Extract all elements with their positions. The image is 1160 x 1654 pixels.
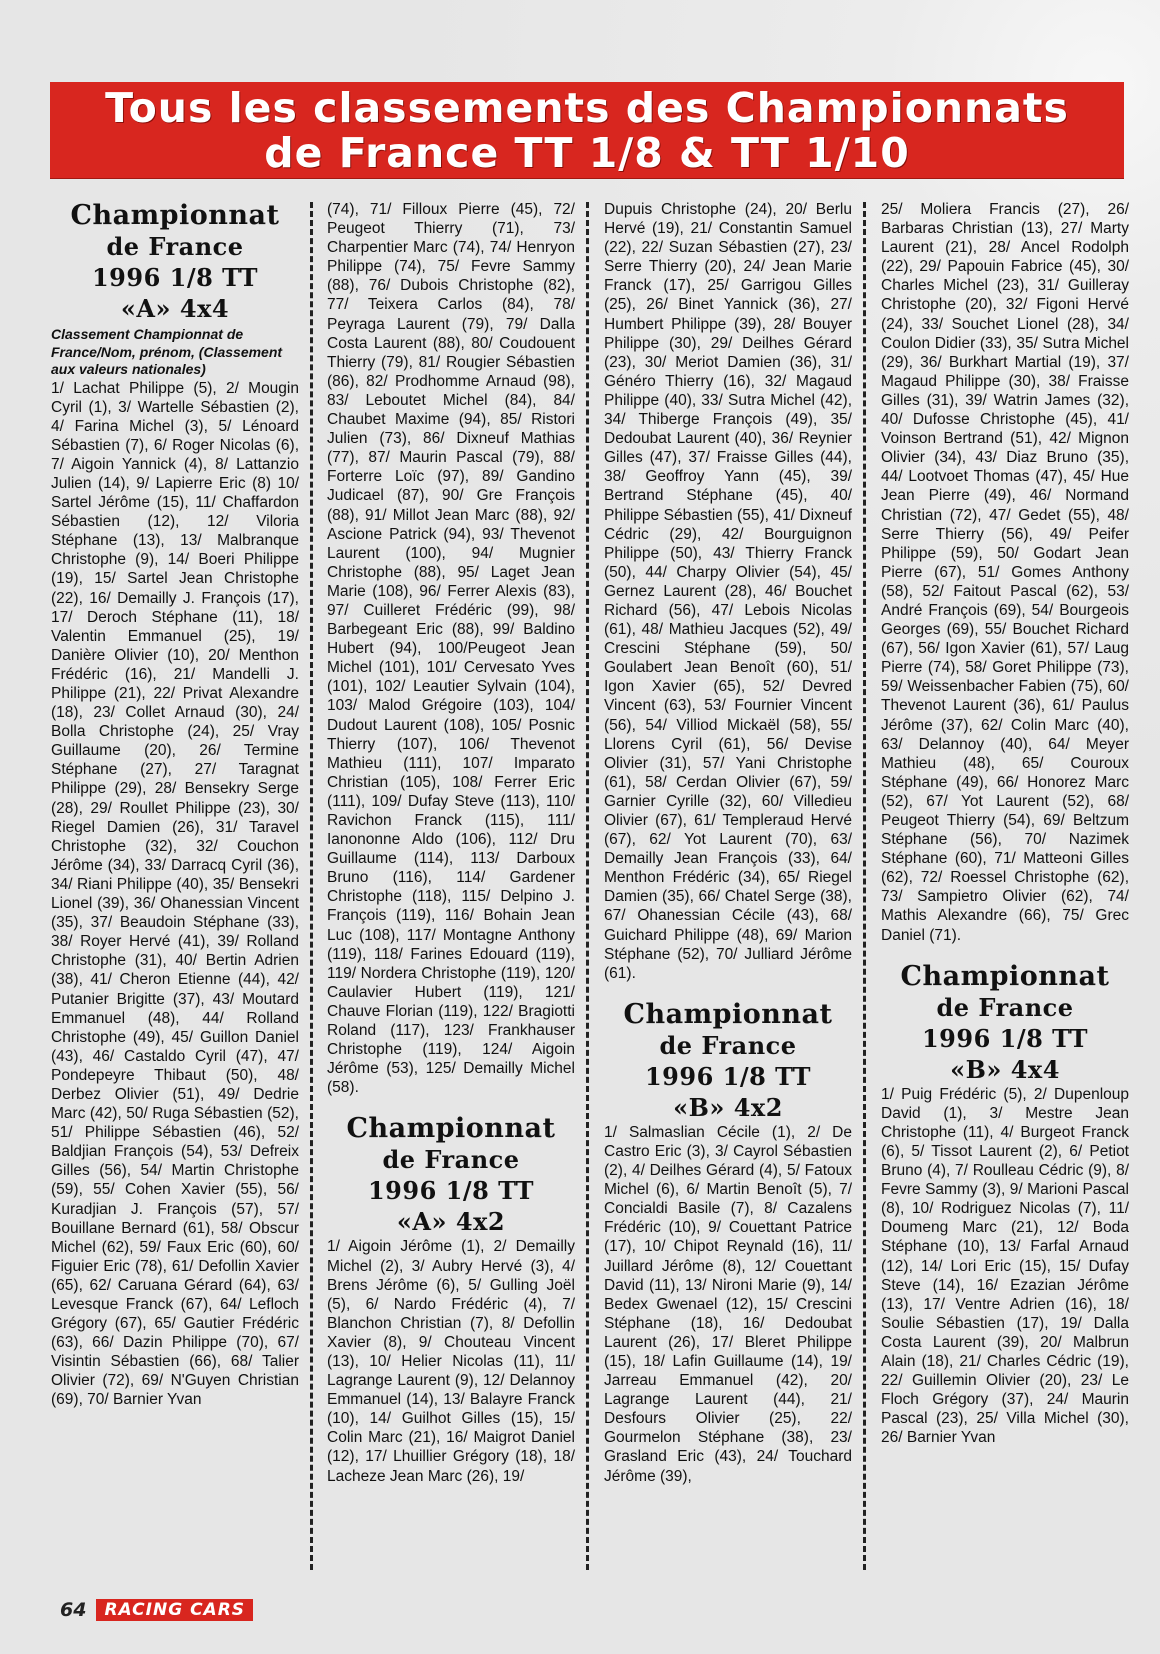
column-divider: [310, 202, 313, 1570]
heading-line: 1996 1/8 TT: [367, 1176, 535, 1206]
section-heading-a4x4: [51, 200, 299, 324]
results-text: 1/ Puig Frédéric (5), 2/ Dupenloup David (1), 3/ Mestre Jean Christophe (11), 4/ Burgeot Franck (6), 5/ Tissot Laurent (2), 6/ Petiot Bruno (4), 7/ Roulleau Cédric (9), 8/ Fevre Sammy (3), 9/ Marioni Pascal (8), 10/ Rodriguez Nicolas (7), 11/ Doumeng Marc (21), 12/ Boda Stéphane (10), 13/ Farfal Arnaud (12), 14/ Lori Eric (15), 15/ Dufay Steve (14), 16/ Ezazian Jérôme (13), 17/ Ventre Adrien (16), 18/ Soulie Sébastien (17), 19/ Dalla Costa Laurent (39), 20/ Malbrun Alain (18), 21/ Charles Cédric (19), 22/ Guillemin Olivier (20), 23/ Le Floch Grégory (37), 24/ Maurin Pascal (23), 25/ Villa Michel (30), 26/ Barnier Yvan: [881, 1085, 1129, 1447]
spacer: [327, 1097, 575, 1113]
page-number: 64: [60, 1599, 87, 1621]
section-heading-a4x2: [327, 1113, 575, 1237]
column-3: [604, 200, 852, 1575]
section-intro: Classement Championnat de France/Nom, prénom, (Classement aux valeurs nationales): [51, 326, 283, 377]
page-banner: [50, 82, 1124, 178]
column-divider: [863, 202, 866, 1570]
column-1: [51, 200, 299, 1575]
magazine-logo: RACING CARS: [96, 1599, 253, 1621]
heading-line: Championnat: [623, 998, 833, 1030]
heading-line: 1996 1/8 TT: [921, 1023, 1089, 1053]
results-text: 1/ Aigoin Jérôme (1), 2/ Demailly Michel (2), 3/ Aubry Hervé (3), 4/ Brens Jérôme (6), 5/ Gulling Joël (5), 6/ Nardo Frédéric (4), 7/ Blanchon Christian (7), 8/ Defollin Xavier (8), 9/ Chouteau Vincent (13), 10/ Helier Nicolas (11), 11/ Lagrange Laurent (9), 12/ Delannoy Emmanuel (14), 13/ Balayre Franck (10), 14/ Guilhot Gilles (15), 15/ Colin Marc (21), 16/ Maigrot Daniel (12), 17/ Lhuillier Grégory (18), 18/ Lacheze Jean Marc (26), 19/: [327, 1238, 575, 1485]
section-heading-b4x2: [604, 999, 852, 1123]
results-text: Dupuis Christophe (24), 20/ Berlu Hervé (19), 21/ Constantin Samuel (22), 22/ Suzan Sébastien (27), 23/ Serre Thierry (20), 24/ Jean Marie Franck (17), 25/ Garrigou Gilles (25), 26/ Binet Yannick (36), 27/ Humbert Philippe (39), 28/ Bouyer Philippe (30), 29/ Deilhes Gérard (23), 30/ Meriot Damien (36), 31/ Généro Thierry (16), 32/ Magaud Philippe (40), 33/ Sutra Michel (42), 34/ Thiberge François (49), 35/ Dedoubat Laurent (40), 36/ Reynier Gilles (47), 37/ Fraisse Gilles (44), 38/ Geoffroy Yann (45), 39/ Bertrand Stéphane (45), 40/ Philippe Sébastien (55), 41/ Dixneuf Cédric (29), 42/ Bourguignon Philippe (50), 43/ Thierry Franck (50), 44/ Charpy Olivier (54), 45/ Gernez Laurent (28), 46/ Bouchet Richard (56), 47/ Lebois Nicolas (61), 48/ Mathieu Jacques (52), 49/ Crescini Stéphane (59), 50/ Goulabert Jean Benoît (60), 51/ Igon Xavier (65), 52/ Devred Vincent (63), 53/ Fournier Vincent (56), 54/ Villiod Mickaël (58), 55/ Llorens Cyril (61), 56/ Devise Olivier (31), 57/ Yani Christophe (61), 58/ Cerdan Olivier (67), 59/ Garnier Cyrille (32), 60/ Villedieu Olivier (67), 61/ Templeraud Hervé (67), 62/ Yot Laurent (70), 63/ Demailly Jean François (33), 64/ Menthon Frédéric (34), 65/ Riegel Damien (35), 66/ Chatel Serge (38), 67/ Ohanessian Cécile (43), 68/ Guichard Philippe (48), 69/ Marion Stéphane (52), 70/ Julliard Jérôme (61).: [604, 201, 852, 982]
column-2: [327, 200, 575, 1575]
heading-line: «B» 4x2: [673, 1092, 783, 1122]
banner-title-line2: de France TT 1/8 & TT 1/10: [264, 129, 910, 177]
heading-line: 1996 1/8 TT: [91, 263, 259, 292]
heading-line: 1996 1/8 TT: [644, 1061, 812, 1091]
results-text: 1/ Salmaslian Cécile (1), 2/ De Castro Eric (3), 3/ Cayrol Sébastien (2), 4/ Deilhes Gérard (4), 5/ Fatoux Michel (6), 6/ Martin Benoît (5), 7/ Concialdi Basile (7), 8/ Cazalens Frédéric (10), 9/ Couettant Patrice (17), 10/ Chipot Reynald (16), 11/ Juillard Jérôme (8), 12/ Couettant David (11), 13/ Nironi Marie (9), 14/ Bedex Gwenael (12), 15/ Crescini Stéphane (18), 16/ Dedoubat Laurent (26), 17/ Bleret Philippe (15), 18/ Lafin Guillaume (14), 19/ Jarreau Emmanuel (42), 20/ Lagrange Laurent (44), 21/ Desfours Olivier (25), 22/ Gourmelon Stéphane (38), 23/ Grasland Eric (43), 24/ Touchard Jérôme (39),: [604, 1123, 852, 1485]
section-heading-b4x4: [881, 961, 1129, 1085]
spacer: [604, 983, 852, 999]
heading-line: de France: [106, 232, 244, 261]
column-4: [881, 200, 1129, 1575]
heading-line: de France: [659, 1030, 797, 1060]
heading-line: de France: [936, 992, 1074, 1022]
heading-line: «B» 4x4: [950, 1054, 1060, 1084]
heading-line: Championnat: [346, 1113, 556, 1145]
column-divider: [586, 202, 589, 1570]
results-text: 25/ Moliera Francis (27), 26/ Barbaras Christian (13), 27/ Marty Laurent (21), 28/ Ancel Rodolph (22), 29/ Papouin Fabrice (45), 30/ Charles Michel (23), 31/ Guilleray Christophe (20), 32/ Figoni Hervé (24), 33/ Souchet Lionel (28), 34/ Coulon Didier (33), 35/ Sutra Michel (29), 36/ Burkhart Martial (19), 37/ Magaud Philippe (30), 38/ Fraisse Gilles (31), 39/ Watrin James (32), 40/ Dufosse Christophe (45), 41/ Voinson Bertrand (51), 42/ Mignon Olivier (34), 43/ Diaz Bruno (35), 44/ Lootvoet Thomas (47), 45/ Hue Jean Pierre (49), 46/ Normand Christian (72), 47/ Gedet (55), 48/ Serre Thierry (56), 49/ Peifer Philippe (59), 50/ Godart Jean Pierre (67), 51/ Gomes Anthony (58), 52/ Faitout Pascal (62), 53/ André François (69), 54/ Bourgeois Georges (69), 55/ Bouchet Richard (67), 56/ Igon Xavier (61), 57/ Laug Pierre (74), 58/ Goret Philippe (73), 59/ Weissenbacher Fabien (75), 60/ Thevenot Laurent (36), 61/ Paulus Jérôme (37), 62/ Colin Marc (40), 63/ Delannoy (40), 64/ Meyer Mathieu (48), 65/ Couroux Stéphane (49), 66/ Honorez Marc (52), 67/ Yot Laurent (52), 68/ Peugeot Thierry (54), 69/ Beltzum Stéphane (56), 70/ Nazimek Stéphane (60), 71/ Matteoni Gilles (62), 72/ Roessel Christophe (62), 73/ Sampietro Olivier (62), 74/ Mathis Alexandre (66), 75/ Grec Daniel (71).: [881, 201, 1129, 944]
results-text: 1/ Lachat Philippe (5), 2/ Mougin Cyril (1), 3/ Wartelle Sébastien (2), 4/ Farina Michel (3), 5/ Lénoard Sébastien (7), 6/ Roger Nicolas (6), 7/ Aigoin Yannick (4), 8/ Lattanzio Julien (14), 9/ Lapierre Eric (8) 10/ Sartel Jérôme (15), 11/ Chaffardon Sébastien (12), 12/ Viloria Stéphane (13), 13/ Malbranque Christophe (9), 14/ Boeri Philippe (19), 15/ Sartel Jean Christophe (22), 16/ Demailly J. François (17), 17/ Deroch Stéphane (11), 18/ Valentin Emmanuel (25), 19/ Danière Olivier (10), 20/ Menthon Frédéric (16), 21/ Mandelli J. Philippe (21), 22/ Privat Alexandre (18), 23/ Collet Arnaud (30), 24/ Bolla Christophe (24), 25/ Vray Guillaume (20), 26/ Termine Stéphane (27), 27/ Taragnat Philippe (29), 28/ Bensekry Serge (28), 29/ Roullet Philippe (23), 30/ Riegel Damien (26), 31/ Taravel Christophe (32), 32/ Couchon Jérôme (34), 33/ Darracq Cyril (36), 34/ Riani Philippe (40), 35/ Bensekri Lionel (39), 36/ Ohanessian Vincent (35), 37/ Beaudoin Stéphane (33), 38/ Royer Hervé (41), 39/ Rolland Christophe (31), 40/ Bertin Adrien (38), 41/ Cheron Etienne (44), 42/ Putanier Brigitte (37), 43/ Moutard Emmanuel (48), 44/ Rolland Christophe (49), 45/ Guillon Daniel (43), 46/ Castaldo Cyril (47), 47/ Pondepeyre Thibaut (50), 48/ Derbez Olivier (51), 49/ Dedrie Marc (42), 50/ Ruga Sébastien (52), 51/ Philippe Sébastien (46), 52/ Baldjian François (54), 53/ Defreix Gilles (56), 54/ Martin Christophe (59), 55/ Cohen Xavier (55), 56/ Kuradjian J. François (57), 57/ Bouillane Bernard (61), 58/ Obscur Michel (62), 59/ Faux Eric (60), 60/ Figuier Eric (78), 61/ Defollin Xavier (65), 62/ Caruana Gérard (64), 63/ Levesque Franck (67), 64/ Lefloch Grégory (67), 65/ Gautier Frédéric (63), 66/ Dazin Philippe (70), 67/ Visintin Sébastien (66), 68/ Talier Olivier (72), 69/ N'Guyen Christian (69), 70/ Barnier Yvan: [51, 379, 299, 1409]
heading-line: «A» 4x2: [396, 1207, 506, 1237]
heading-line: Championnat: [70, 200, 280, 231]
heading-line: de France: [382, 1145, 520, 1175]
heading-line: Championnat: [900, 960, 1110, 992]
spacer: [881, 945, 1129, 961]
results-text: (74), 71/ Filloux Pierre (45), 72/ Peugeot Thierry (71), 73/ Charpentier Marc (74), 74/ Henryon Philippe (74), 75/ Fevre Sammy (88), 76/ Dubois Christophe (82), 77/ Teixera Carlos (84), 78/ Peyraga Laurent (79), 79/ Dalla Costa Laurent (88), 80/ Coudouent Thierry (79), 81/ Rougier Sébastien (86), 82/ Prodhomme Arnaud (98), 83/ Leboutet Michel (84), 84/ Chaubet Maxime (94), 85/ Ristori Julien (73), 86/ Dixneuf Mathias (77), 87/ Maurin Pascal (79), 88/ Forterre Loïc (97), 89/ Gandino Judicael (87), 90/ Gre François (88), 91/ Millot Jean Marc (88), 92/ Ascione Patrick (94), 93/ Thevenot Laurent (100), 94/ Mugnier Christophe (88), 95/ Laget Jean Marie (108), 96/ Ferrer Alexis (83), 97/ Cuilleret Frédéric (99), 98/ Barbegeant Eric (88), 99/ Baldino Hubert (94), 100/Peugeot Jean Michel (101), 101/ Cervesato Yves (101), 102/ Leautier Sylvain (104), 103/ Malod Grégoire (103), 104/ Dudout Laurent (108), 105/ Posnic Thierry (107), 106/ Thevenot Mathieu (111), 107/ Imparato Christian (105), 108/ Ferrer Eric (111), 109/ Dufay Steve (113), 110/ Ravichon Franck (115), 111/ Ianononne Aldo (106), 112/ Dru Guillaume (114), 113/ Darboux Bruno (116), 114/ Gardener Christophe (118), 115/ Delpino J. François (119), 116/ Bohain Jean Luc (108), 117/ Montagne Anthony (119), 118/ Farines Edouard (119), 119/ Nordera Christophe (119), 120/ Caulavier Hubert (119), 121/ Chauve Florian (119), 122/ Bragiotti Roland (117), 123/ Frankhauser Christophe (119), 124/ Aigoin Jérôme (53), 125/ Demailly Michel (58).: [327, 201, 575, 1097]
heading-line: «A» 4x4: [120, 294, 230, 323]
page-footer: [60, 1597, 253, 1623]
banner-title-line1: Tous les classements des Championnats: [105, 84, 1069, 132]
